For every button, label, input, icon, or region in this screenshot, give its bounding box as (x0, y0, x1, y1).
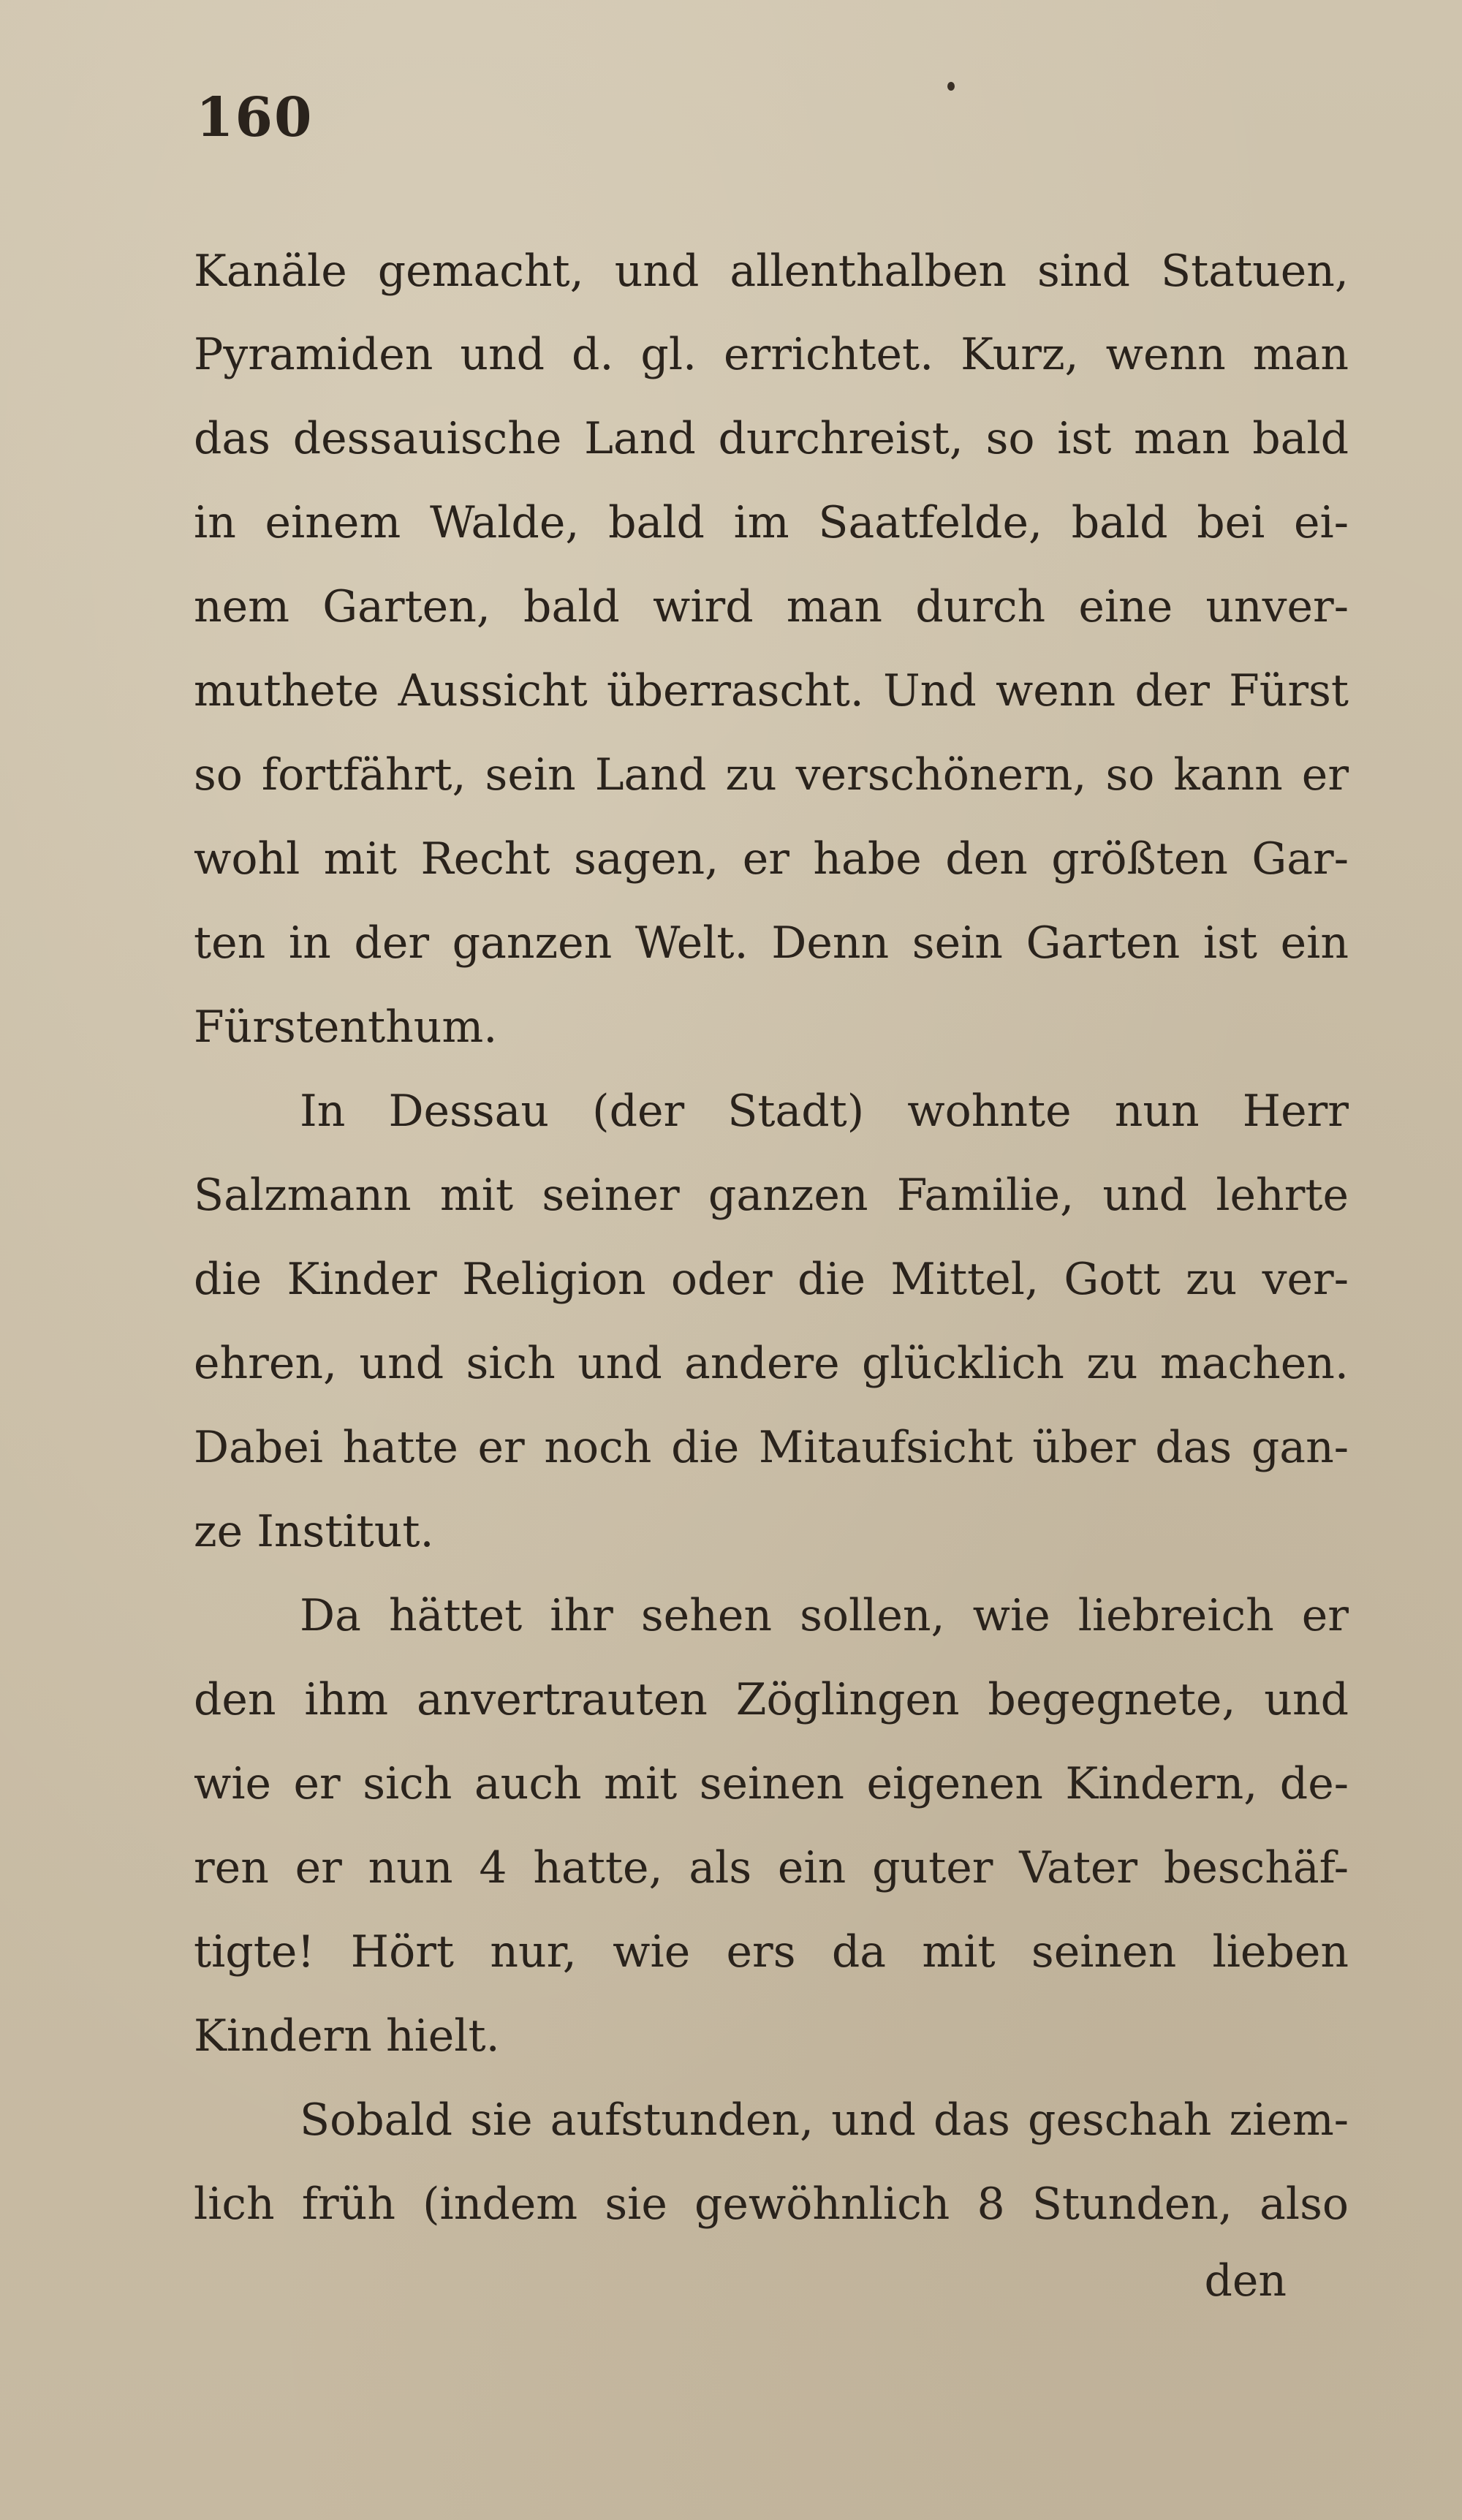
text-line: den ihm anvertrauten Zöglingen begegnete, und (194, 1674, 1349, 1725)
text-line: Da hättet ihr sehen sollen, wie liebreich er (300, 1590, 1349, 1641)
text-line: Kanäle gemacht, und allenthalben sind Statuen, (194, 246, 1349, 297)
text-line: wohl mit Recht sagen, er habe den größten Gar- (194, 833, 1349, 885)
text-line: ehren, und sich und andere glücklich zu machen. (194, 1338, 1349, 1389)
text-line: Pyramiden und d. gl. errichtet. Kurz, wenn man (194, 329, 1349, 380)
text-line: ten in der ganzen Welt. Denn sein Garten ist ein (194, 917, 1349, 969)
catchword: den (1204, 2255, 1287, 2307)
text-line: lich früh (indem sie gewöhnlich 8 Stunden, also (194, 2179, 1349, 2230)
text-line: in einem Walde, bald im Saatfelde, bald bei ei- (194, 497, 1349, 548)
ink-speck (947, 82, 955, 91)
text-line: das dessauische Land durchreist, so ist man bald (194, 413, 1349, 464)
page-number: 160 (196, 86, 314, 149)
text-line: so fortfährt, sein Land zu verschönern, so kann er (194, 749, 1349, 801)
text-line: In Dessau (der Stadt) wohnte nun Herr (300, 1086, 1349, 1137)
text-line: Salzmann mit seiner ganzen Familie, und lehrte (194, 1170, 1349, 1221)
text-line: Sobald sie aufstunden, und das geschah ziem- (300, 2095, 1349, 2146)
text-line: Kindern hielt. (194, 2010, 500, 2062)
text-line: Dabei hatte er noch die Mitaufsicht über das gan- (194, 1422, 1349, 1473)
text-line: ze Institut. (194, 1506, 434, 1557)
text-line: muthete Aussicht überrascht. Und wenn der Fürst (194, 665, 1349, 716)
text-line: tigte! Hört nur, wie ers da mit seinen lieben (194, 1926, 1349, 1978)
text-line: wie er sich auch mit seinen eigenen Kindern, de- (194, 1758, 1349, 1809)
text-line: nem Garten, bald wird man durch eine unver- (194, 581, 1349, 632)
text-line: Fürstenthum. (194, 1002, 498, 1053)
text-line: die Kinder Religion oder die Mittel, Gott zu ver- (194, 1254, 1349, 1305)
text-line: ren er nun 4 hatte, als ein guter Vater beschäf- (194, 1842, 1349, 1893)
